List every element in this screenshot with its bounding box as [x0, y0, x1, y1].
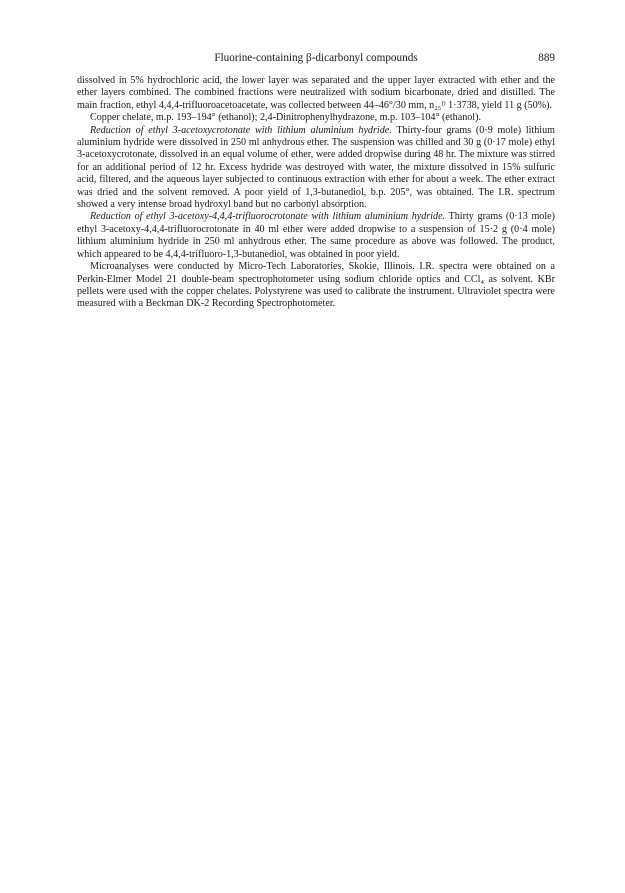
body-text — [77, 75, 555, 311]
paragraph-text: Thirty grams (0·13 mole) ethyl 3-acetoxy-4,4,4-trifluorocrotonate in 40 ml ether were added dropwise to a suspension of 15·2 g (0·4 mole) lithium aluminium hydride in 250 ml anhydrous ether. The same procedure as above was followed. The product, which appeared to be 4,4,4-trifluoro-1,3-butanediol, was obtained in poor yield. — [77, 211, 555, 260]
page-number: 889 — [538, 52, 555, 64]
paragraph-continuation: dissolved in 5% hydrochloric acid, the lower layer was separated and the upper layer extracted with ether and the ether layers combined. The combined fractions were neutralized with sodium bicarbonate, dried and distilled. The main fraction, ethyl 4,4,4-trifluoroacetoacetate, was collected between 44–46°/30 mm, n₂₅ᴰ 1·3738, yield 11 g (50%). — [77, 75, 555, 111]
running-head — [77, 50, 555, 66]
section-heading-reduction-acetoxycrotonate: Reduction of ethyl 3-acetoxycrotonate with lithium aluminium hydride. — [90, 124, 392, 136]
paragraph-reduction-trifluorocrotonate — [77, 211, 555, 261]
paragraph-copper-chelate: Copper chelate, m.p. 193–194° (ethanol); 2,4-Dinitrophenylhydrazone, m.p. 103–104° (ethanol). — [90, 112, 481, 124]
paragraph-instrumentation: Microanalyses were conducted by Micro-Tech Laboratories, Skokie, Illinois. I.R. spectra were obtained on a Perkin-Elmer Model 21 double-beam spectrophotometer using sodium chloride optics and CCl₄ as solvent. KBr pellets were used with the copper chelates. Polystyrene was used to calibrate the instrument. Ultraviolet spectra were measured with a Beckman DK-2 Recording Spectrophotometer. — [77, 261, 555, 310]
section-heading-reduction-trifluorocrotonate: Reduction of ethyl 3-acetoxy-4,4,4-trifluorocrotonate with lithium aluminium hydride. — [90, 211, 446, 223]
paragraph-text: Thirty-four grams (0·9 mole) lithium aluminium hydride were dissolved in 250 ml anhydrous ether. The suspension was chilled and 30 g (0·17 mole) ethyl 3-acetoxycrotonate, dissolved in an equal volume of ether, were added dropwise during 48 hr. The mixture was stirred for an additional period of 12 hr. Excess hydride was destroyed with water, the mixture dissolved in 15% sulfuric acid, filtered, and the aqueous layer subjected to continuous extraction with ether for about a week. The ether extract was dried and the solvent removed. A poor yield of 1,3-butanediol, b.p. 205°, was obtained. The I.R. spectrum showed a very intense broad hydroxyl band but no carbonyl absorption. — [77, 124, 555, 211]
running-title: Fluorine-containing β-dicarbonyl compounds — [214, 52, 418, 64]
paragraph-reduction-acetoxycrotonate — [77, 125, 555, 212]
